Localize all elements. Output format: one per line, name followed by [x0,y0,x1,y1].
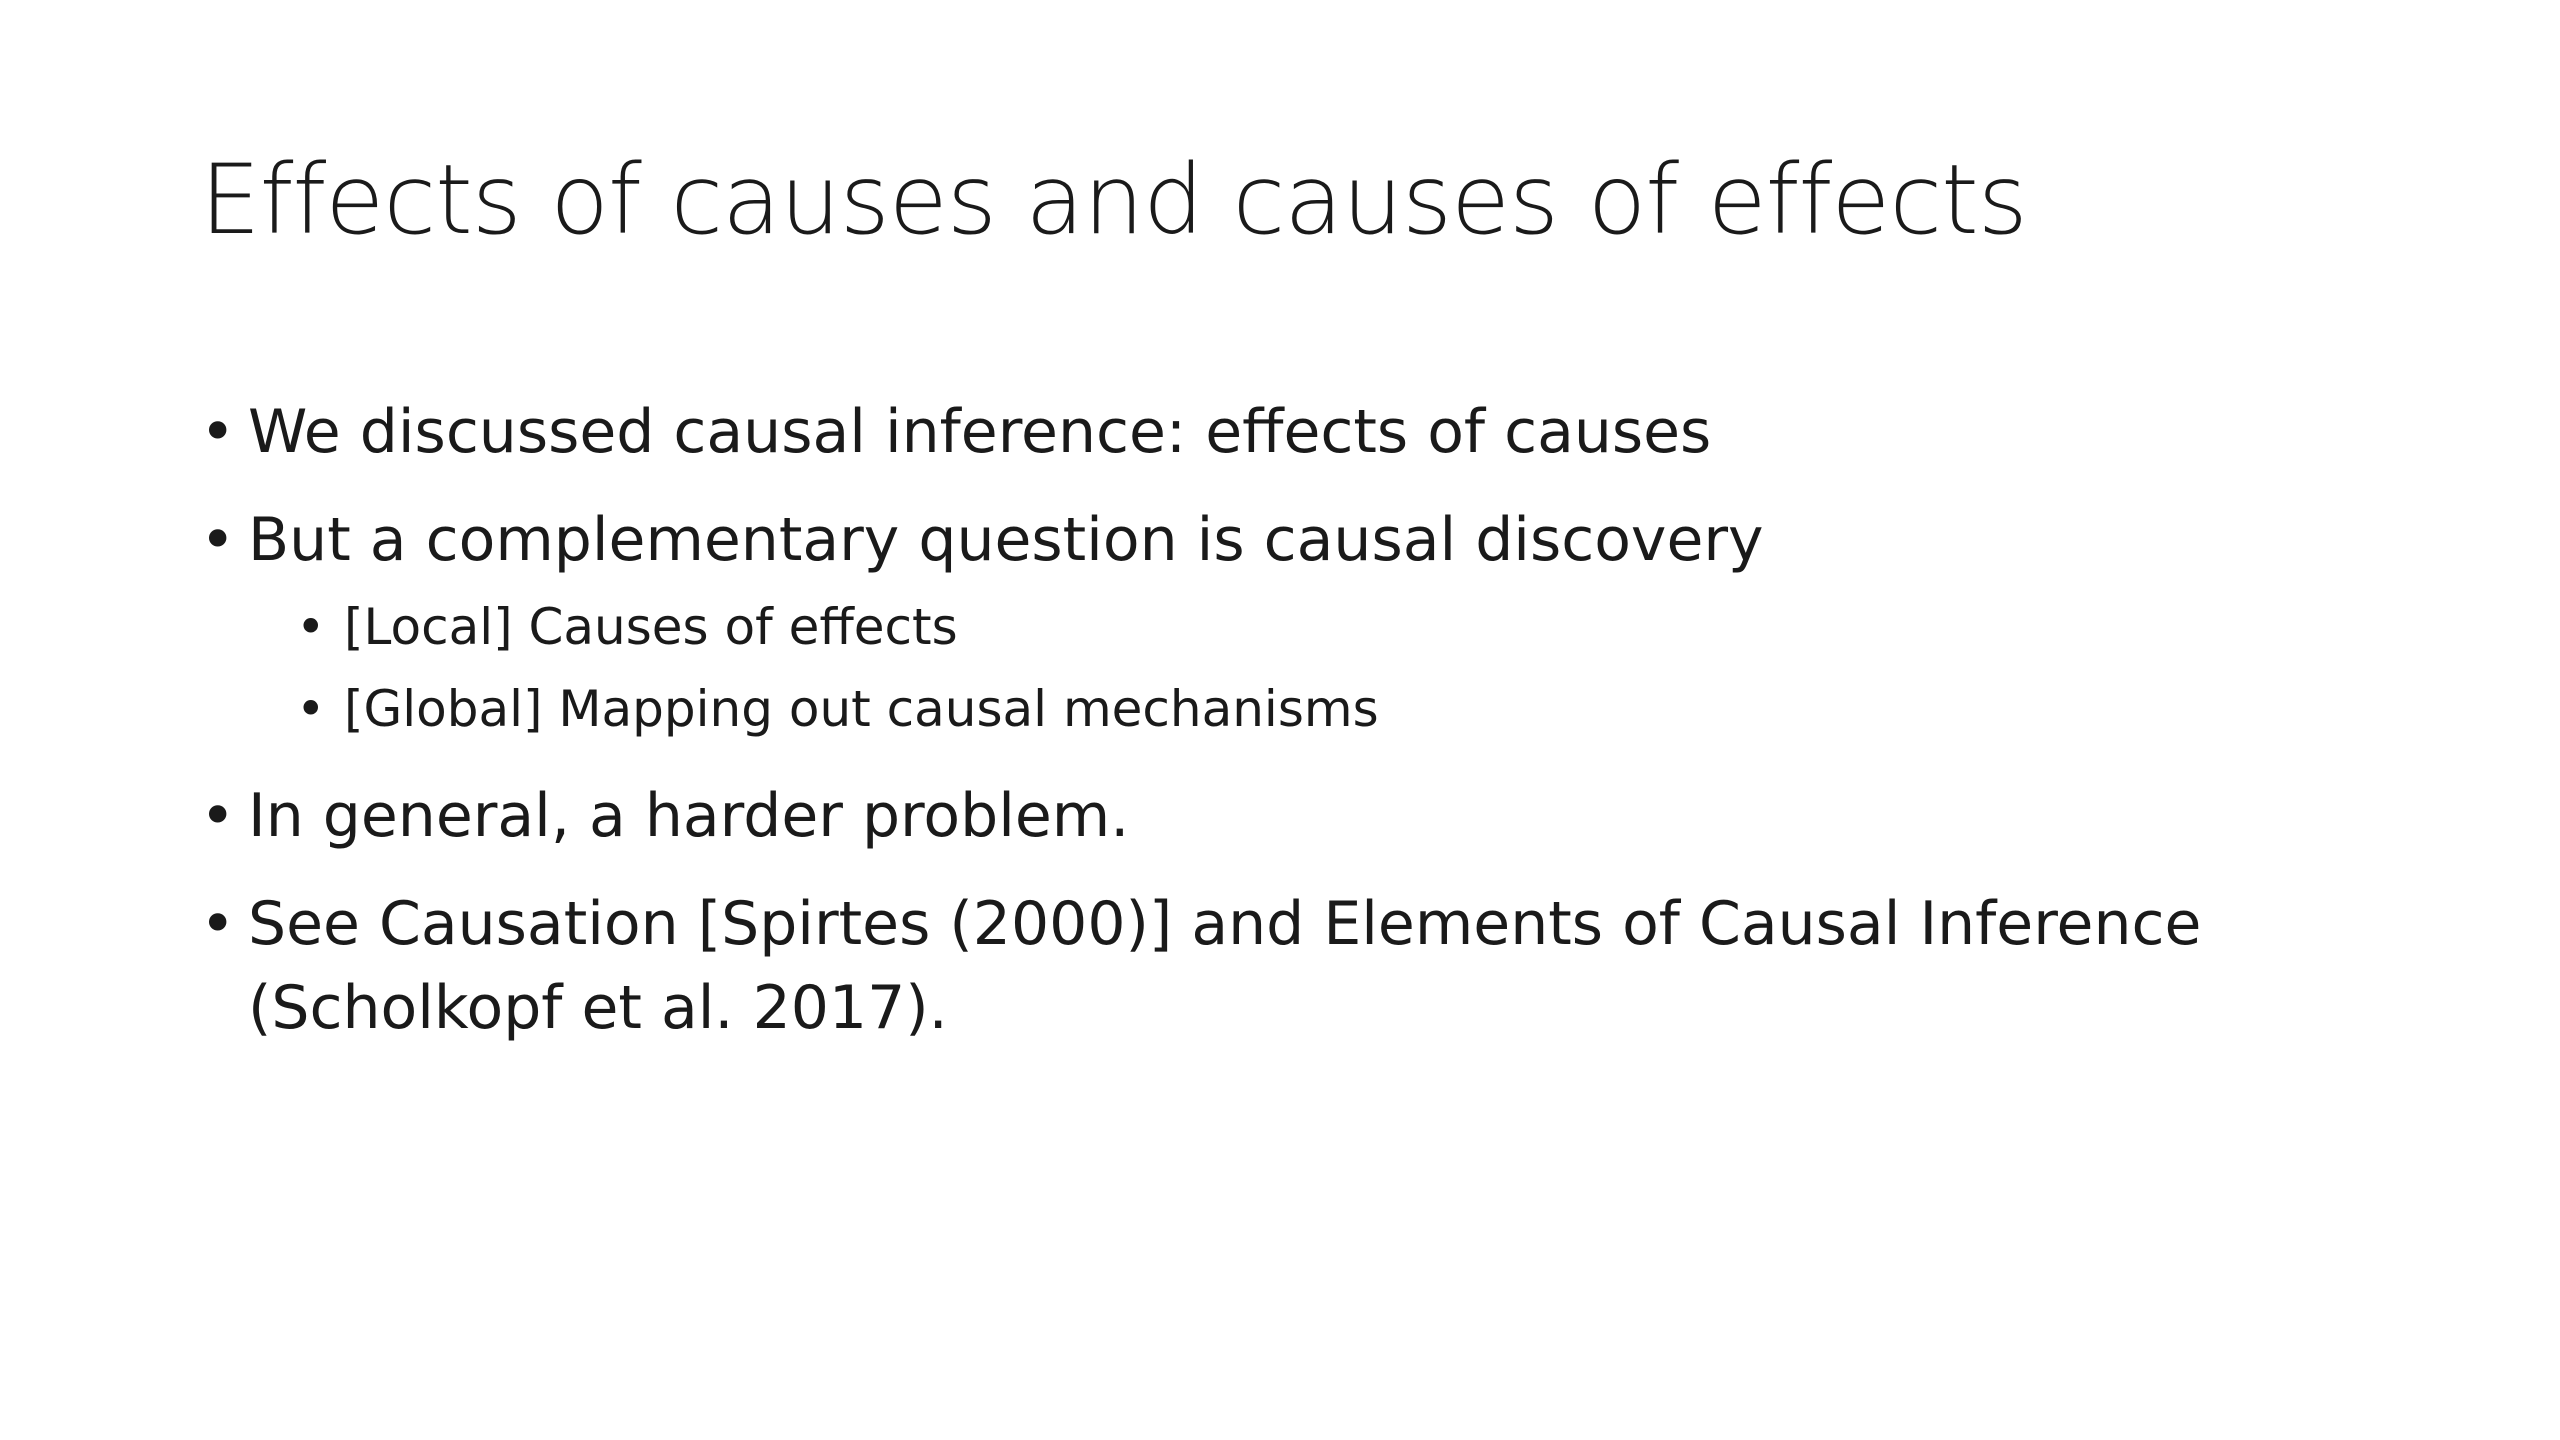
bullet-list [200,390,2360,1074]
bullet-item-harder-problem [200,774,2360,858]
bullet-text: But a complementary question is causal discovery [248,505,1764,575]
bullet-icon: • [200,781,236,851]
bullet-icon: • [200,505,236,575]
bullet-item-causal-discovery [200,498,2360,750]
bullet-item-effects-of-causes [200,390,2360,474]
bullet-text: In general, a harder problem. [248,781,1130,851]
bullet-text: We discussed causal inference: effects of causes [248,397,1712,467]
sub-bullet-icon: • [296,598,326,656]
sub-bullet-list [248,586,2360,750]
bullet-item-references [200,882,2360,1050]
sub-bullet-item-local [296,586,2360,668]
slide-title: Effects of causes and causes of effects [200,144,2027,256]
bullet-icon: • [200,397,236,467]
sub-bullet-text: [Global] Mapping out causal mechanisms [344,680,1379,738]
sub-bullet-item-global [296,668,2360,750]
bullet-icon: • [200,889,236,959]
sub-bullet-text: [Local] Causes of effects [344,598,958,656]
sub-bullet-icon: • [296,680,326,738]
bullet-text: See Causation [Spirtes (2000)] and Elements of Causal Inference (Scholkopf et al. 2017). [248,889,2202,1043]
